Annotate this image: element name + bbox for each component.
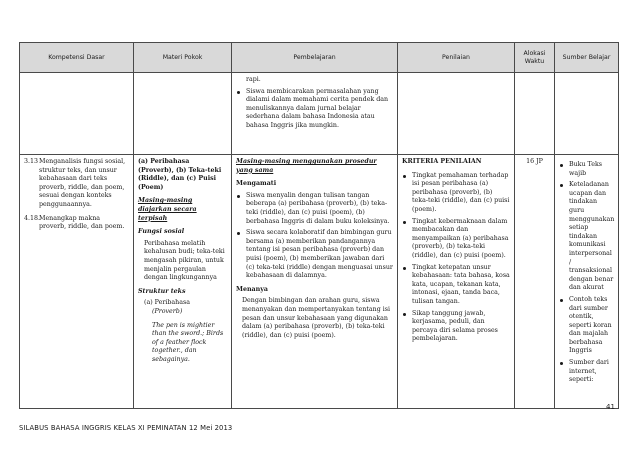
materi-note: Masing-masing diajarkan secara terpisah	[138, 197, 197, 222]
materi-title: (a) Peribahasa (Proverb), (b) Teka-teki (Riddle), dan (c) Puisi (Poem)	[138, 158, 222, 191]
kd-number: 4.18.	[24, 214, 41, 222]
kriteria-penilaian-title: KRITERIA PENILAIAN	[402, 158, 482, 165]
header-pembelajaran: Pembelajaran	[232, 43, 398, 73]
menanya-title: Menanya	[236, 285, 268, 293]
pembelajaran-cell	[232, 155, 398, 409]
header-sumber-belajar: Sumber Belajar	[555, 43, 619, 73]
alokasi-value: 16 JP	[526, 158, 543, 165]
header-alokasi-line2: Waktu	[524, 57, 545, 65]
page-number: 41	[606, 403, 615, 411]
mengamati-title: Mengamati	[236, 180, 277, 188]
kd-text: Menangkap makna proverb, riddle, dan poem.	[39, 214, 125, 231]
menanya-text: Dengan bimbingan dan arahan guru, siswa menanyakan dan mempertanyakan tentang isi pesan dan unsur kebahasaan yang digunakan dalam (a) peribahasa (proverb), (b) teka-teki (riddle), dan (c) puisi (poem).	[242, 297, 391, 339]
penilaian-cell	[398, 155, 515, 409]
list-item: Sikap tanggung jawab, kerjasama, peduli, dan percaya diri selama proses pembelajaran.	[402, 310, 510, 344]
pembelajaran-continued-cell	[232, 73, 398, 155]
table-row-continuation	[20, 73, 619, 155]
list-item: Siswa secara kolaboratif dan bimbingan guru bersama (a) memberikan pandangannya tentang isi pesan peribahasa (proverb) dan puisi (poem), (b) memberikan jawaban dari (c) teka-teki (riddle) dengan menguasai unsur kebahasaan di dalamnya.	[236, 229, 393, 281]
alokasi-waktu-cell	[515, 155, 555, 409]
list-item: Sumber dari internet, seperti:	[559, 359, 614, 385]
pembelajaran-note: Masing-masing menggunakan prosedur yang sama	[236, 158, 377, 174]
kd-text: Menganalisis fungsi sosial, struktur teks, dan unsur kebahasaan dari teks proverb, riddle, dan poem, sesuai dengan konteks penggunaannya.	[39, 158, 126, 208]
continued-text: rapi.	[246, 76, 261, 83]
syllabus-table	[19, 42, 619, 409]
header-materi-pokok: Materi Pokok	[134, 43, 232, 73]
list-item: Contoh teks dari sumber otentik, seperti koran dan majalah berbahasa Inggris	[559, 296, 614, 356]
header-penilaian: Penilaian	[398, 43, 515, 73]
fungsi-sosial-text: Peribahasa melatih kehalusan budi; teka-teki mengasah pikiran, untuk menjalin pergaulan dengan lingkungannya	[144, 239, 225, 282]
list-item: Siswa menyalin dengan tulisan tangan beberapa (a) peribahasa (proverb), (b) teka-teki (riddle), dan (c) puisi (poem), (b) berbahasa Inggris di dalam buku koleksinya.	[236, 192, 393, 226]
list-item: Keteladanan ucapan dan tindakan guru menggunakan setiap tindakan komunikasi interpersonal / transaksional dengan benar dan akurat	[559, 181, 614, 293]
footer-title: SILABUS BAHASA INGGRIS KELAS XI PEMINATAN 12 Mei 2013	[19, 424, 233, 432]
header-kompetensi-dasar: Kompetensi Dasar	[20, 43, 134, 73]
kd-number: 3.13	[24, 158, 39, 165]
proverb-example: The pen is mightier than the sword.; Birds of a feather flock together., dan sebagainya.	[152, 321, 224, 363]
kd-item-2	[24, 215, 129, 232]
header-alokasi-waktu	[515, 43, 555, 73]
list-item: Tingkat pemahaman terhadap isi pesan peribahasa (a) peribahasa (proverb), (b) teka-teki (riddle), dan (c) puisi (poem).	[402, 172, 510, 215]
struktur-teks-title: Struktur teks	[138, 287, 186, 295]
struktur-sub: (Proverb)	[152, 307, 183, 315]
list-item: Tingkat ketepatan unsur kebahasaan: tata bahasa, kosa kata, ucapan, tekanan kata, intonasi, ejaan, tanda baca, tulisan tangan.	[402, 264, 510, 307]
kompetensi-dasar-cell	[20, 155, 134, 409]
sumber-belajar-cell	[555, 155, 619, 409]
materi-pokok-cell	[134, 155, 232, 409]
table-header-row	[20, 43, 619, 73]
list-item: Siswa membicarakan permasalahan yang dialami dalam memahami cerita pendek dan menuliskannya dalam jurnal belajar sederhana dalam bahasa Indonesia atau bahasa Inggris jika mungkin.	[236, 88, 393, 131]
table-row-main	[20, 155, 619, 409]
struktur-item: (a) Peribahasa	[144, 299, 190, 307]
list-item: Buku Teks wajib	[559, 161, 614, 178]
kd-item-1	[24, 158, 129, 210]
header-alokasi-line1: Alokasi	[523, 49, 546, 57]
list-item: Tingkat kebermaknaan dalam membacakan dan menyampaikan (a) peribahasa (proverb), (b) teka-teki (riddle), dan (c) puisi (poem).	[402, 218, 510, 261]
fungsi-sosial-title: Fungsi sosial	[138, 228, 185, 236]
